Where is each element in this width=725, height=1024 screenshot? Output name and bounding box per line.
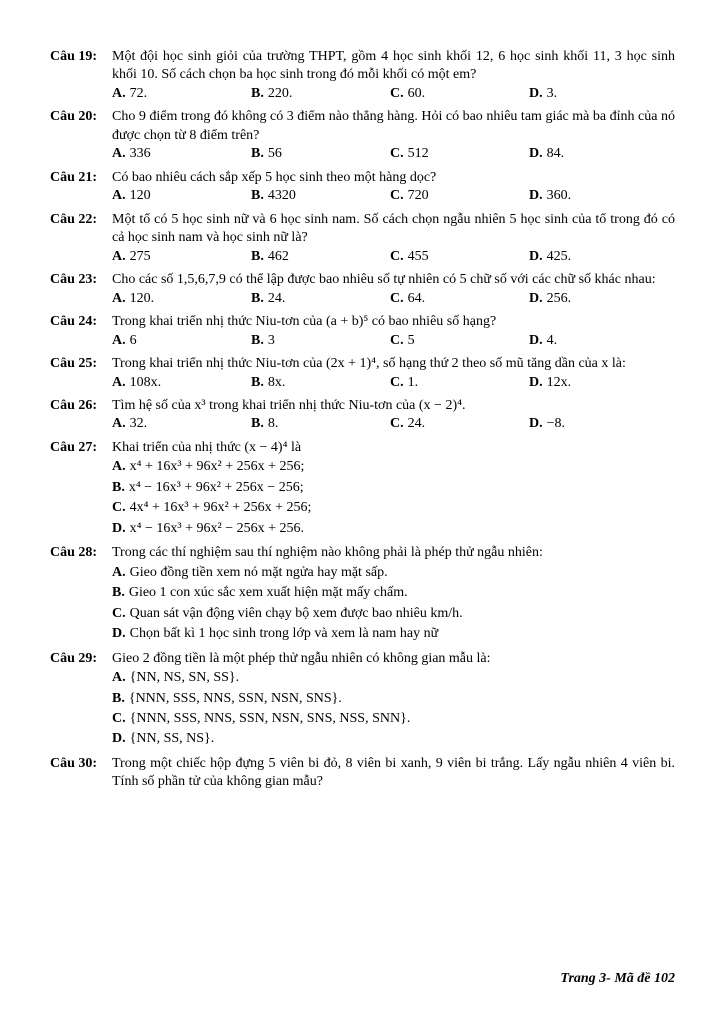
answer-option: [112, 499, 675, 517]
option-text: 6: [129, 332, 137, 348]
option-label: A.: [112, 374, 126, 390]
question-text: Trong khai triển nhị thức Niu-tơn của (2x + 1)⁴, số hạng thứ 2 theo số mũ tăng dần của x là:: [112, 356, 626, 372]
answer-options: [112, 145, 675, 163]
option-text: Chọn bất kì 1 học sinh trong lớp và xem là nam hay nữ: [129, 626, 439, 642]
question-body: [112, 48, 675, 103]
option-text: 720: [407, 188, 429, 204]
option-label: C.: [390, 290, 404, 306]
question-body: [112, 355, 675, 392]
option-label: A.: [112, 188, 126, 204]
option-label: A.: [112, 670, 126, 686]
option-text: {NNN, SSS, NNS, SSN, NSN, SNS}.: [128, 690, 342, 706]
answer-option: [390, 290, 529, 308]
option-label: A.: [112, 146, 126, 162]
option-label: A.: [112, 416, 126, 432]
option-text: 3: [267, 332, 275, 348]
option-label: C.: [390, 248, 404, 264]
question-number: Câu 24:: [50, 314, 98, 330]
answer-options: [112, 248, 675, 266]
option-text: 275: [129, 248, 151, 264]
option-label: D.: [112, 520, 126, 536]
question-block: [50, 169, 675, 206]
option-label: A.: [112, 85, 126, 101]
question-number: Câu 19:: [50, 49, 98, 64]
option-text: 360.: [546, 188, 572, 204]
answer-option: [390, 374, 529, 392]
answer-option: [251, 85, 390, 103]
answer-option: [112, 415, 251, 433]
question-block: [50, 544, 675, 644]
answer-option: [390, 415, 529, 433]
question-block: [50, 211, 675, 266]
option-label: B.: [251, 416, 264, 432]
question-number: Câu 22:: [50, 211, 98, 227]
option-label: C.: [112, 711, 126, 726]
answer-option: [251, 290, 390, 308]
option-text: 462: [267, 248, 289, 264]
option-text: Quan sát vận động viên chạy bộ xem được bao nhiêu km/h.: [129, 605, 463, 621]
answer-option: [251, 145, 390, 163]
option-text: 1.: [407, 374, 419, 390]
answer-option: [112, 669, 675, 687]
answer-option: [390, 85, 529, 103]
option-text: 4.: [546, 332, 558, 348]
answer-option: [251, 248, 390, 266]
option-label: B.: [251, 248, 264, 264]
option-label: B.: [112, 690, 125, 706]
option-label: C.: [112, 500, 126, 516]
question-text: Trong khai triển nhị thức Niu-tơn của (a + b)⁵ có bao nhiêu số hạng?: [112, 314, 497, 330]
question-number: Câu 30:: [50, 755, 98, 771]
option-text: 120.: [129, 290, 155, 306]
answer-option: [529, 332, 668, 350]
question-body: [112, 397, 675, 434]
option-text: 24.: [267, 290, 286, 306]
answer-options: [112, 668, 675, 750]
question-number: Câu 23:: [50, 272, 98, 288]
answer-option: [390, 248, 529, 266]
option-text: 455: [407, 248, 429, 264]
option-label: C.: [390, 146, 404, 162]
answer-option: [251, 187, 390, 205]
option-label: B.: [251, 85, 264, 101]
answer-option: [112, 730, 675, 748]
question-text: Một đội học sinh giỏi của trường THPT, gồm 4 học sinh khối 12, 6 học sinh khối 11, 3 học sinh khối 10. Số cách chọn ba học sinh trong đó mỗi khối có một em?: [112, 49, 675, 83]
question-body: [112, 650, 675, 750]
option-text: Gieo 1 con xúc sắc xem xuất hiện mặt mấy chấm.: [128, 585, 408, 601]
option-label: C.: [112, 605, 126, 621]
question-block: [50, 397, 675, 434]
answer-option: [112, 332, 251, 350]
question-text: Tìm hệ số của x³ trong khai triển nhị thức Niu-tơn của (x − 2)⁴.: [112, 397, 466, 413]
question-body: [112, 544, 675, 644]
option-label: C.: [390, 85, 404, 101]
option-text: 336: [129, 146, 151, 162]
question-body: [112, 313, 675, 350]
answer-option: [112, 187, 251, 205]
question-text: Một tổ có 5 học sinh nữ và 6 học sinh nam. Số cách chọn ngẫu nhiên 5 học sinh của tổ trong đó có cả học sinh nam và học sinh nữ là?: [112, 211, 675, 246]
question-text: Cho 9 điểm trong đó không có 3 điểm nào thẳng hàng. Hỏi có bao nhiêu tam giác mà ba đỉnh của nó được chọn từ 8 điểm trên?: [112, 109, 675, 143]
question-text: Trong các thí nghiệm sau thí nghiệm nào không phải là phép thử ngẫu nhiên:: [112, 545, 543, 561]
answer-option: [390, 145, 529, 163]
question-number: Câu 25:: [50, 356, 98, 372]
answer-options: [112, 85, 675, 103]
answer-option: [112, 584, 675, 602]
question-text: Gieo 2 đồng tiền là một phép thử ngẫu nhiên có không gian mẫu là:: [112, 650, 491, 666]
question-block: [50, 313, 675, 350]
answer-option: [112, 564, 675, 582]
option-text: 5: [407, 332, 415, 348]
answer-option: [112, 625, 675, 643]
question-number: Câu 27:: [50, 439, 98, 455]
option-label: D.: [112, 731, 126, 747]
answer-option: [529, 290, 668, 308]
answer-option: [112, 690, 675, 708]
question-text: Khai triển của nhị thức (x − 4)⁴ là: [112, 439, 302, 455]
question-body: [112, 169, 675, 206]
option-label: B.: [112, 585, 125, 601]
answer-option: [112, 605, 675, 623]
answer-option: [529, 248, 668, 266]
option-label: B.: [112, 479, 125, 495]
question-number: Câu 20:: [50, 109, 98, 125]
answer-option: [251, 332, 390, 350]
question-block: [50, 439, 675, 539]
answer-option: [529, 187, 668, 205]
option-text: 8.: [267, 416, 279, 432]
option-text: 220.: [267, 85, 293, 101]
option-text: 12x.: [546, 374, 572, 390]
answer-option: [390, 332, 529, 350]
option-label: D.: [529, 248, 543, 264]
option-label: D.: [529, 332, 543, 348]
option-label: D.: [112, 626, 126, 642]
question-text: Có bao nhiêu cách sắp xếp 5 học sinh theo một hàng dọc?: [112, 169, 437, 185]
question-number: Câu 29:: [50, 650, 98, 666]
answer-option: [112, 710, 675, 728]
option-text: 3.: [546, 85, 558, 101]
question-block: [50, 755, 675, 792]
option-text: {NNN, SSS, NNS, SSN, NSN, SNS, NSS, SNN}.: [129, 711, 411, 726]
option-label: C.: [390, 416, 404, 432]
option-label: A.: [112, 459, 126, 475]
option-text: 24.: [407, 416, 426, 432]
answer-options: [112, 563, 675, 645]
option-label: D.: [529, 374, 543, 390]
option-label: B.: [251, 374, 264, 390]
question-block: [50, 650, 675, 750]
question-body: [112, 755, 675, 792]
answer-option: [529, 145, 668, 163]
option-label: C.: [390, 374, 404, 390]
question-block: [50, 271, 675, 308]
question-body: [112, 271, 675, 308]
option-text: x⁴ − 16x³ + 96x² + 256x − 256;: [128, 479, 304, 495]
option-label: A.: [112, 290, 126, 306]
answer-options: [112, 290, 675, 308]
option-label: C.: [390, 188, 404, 204]
option-text: {NN, NS, SN, SS}.: [129, 670, 240, 686]
option-text: 72.: [129, 85, 148, 101]
option-label: A.: [112, 248, 126, 264]
question-block: [50, 355, 675, 392]
answer-options: [112, 457, 675, 539]
option-text: x⁴ − 16x³ + 96x² − 256x + 256.: [129, 520, 304, 536]
option-label: A.: [112, 332, 126, 348]
question-text: Trong một chiếc hộp đựng 5 viên bi đỏ, 8 viên bi xanh, 9 viên bi trắng. Lấy ngẫu nhiên 4 viên bi. Tính số phần tử của không gian mẫu?: [112, 755, 675, 790]
answer-option: [112, 520, 675, 538]
question-block: [50, 48, 675, 103]
option-text: 256.: [546, 290, 572, 306]
option-text: 512: [407, 146, 429, 162]
answer-option: [529, 415, 668, 433]
option-label: D.: [529, 85, 543, 101]
page-footer: Trang 3- Mã đề 102: [560, 971, 675, 986]
question-number: Câu 21:: [50, 169, 98, 185]
answer-option: [112, 290, 251, 308]
answer-option: [112, 458, 675, 476]
question-body: [112, 211, 675, 266]
option-label: B.: [251, 188, 264, 204]
answer-option: [529, 85, 668, 103]
answer-option: [112, 374, 251, 392]
option-label: B.: [251, 146, 264, 162]
question-block: [50, 108, 675, 163]
option-text: 4x⁴ + 16x³ + 96x² + 256x + 256;: [129, 500, 312, 516]
option-label: D.: [529, 188, 543, 204]
exam-page: [50, 48, 675, 797]
question-text: Cho các số 1,5,6,7,9 có thể lập được bao nhiêu số tự nhiên có 5 chữ số với các chữ số khác nhau:: [112, 272, 656, 288]
option-text: {NN, SS, NS}.: [129, 731, 215, 747]
option-text: 4320: [267, 188, 296, 204]
answer-options: [112, 332, 675, 350]
question-body: [112, 108, 675, 163]
option-text: 32.: [129, 416, 148, 432]
option-label: D.: [529, 416, 543, 432]
answer-option: [529, 374, 668, 392]
option-text: 56: [267, 146, 282, 162]
answer-option: [251, 374, 390, 392]
question-number: Câu 28:: [50, 545, 98, 561]
answer-option: [112, 145, 251, 163]
option-label: A.: [112, 564, 126, 580]
option-text: x⁴ + 16x³ + 96x² + 256x + 256;: [129, 459, 305, 475]
answer-option: [112, 479, 675, 497]
option-text: 60.: [407, 85, 426, 101]
option-text: 84.: [546, 146, 565, 162]
option-text: −8.: [546, 416, 566, 432]
option-label: B.: [251, 332, 264, 348]
answer-option: [251, 415, 390, 433]
question-number: Câu 26:: [50, 397, 98, 413]
answer-options: [112, 187, 675, 205]
answer-option: [112, 248, 251, 266]
option-label: D.: [529, 146, 543, 162]
answer-option: [112, 85, 251, 103]
option-text: 425.: [546, 248, 572, 264]
answer-options: [112, 415, 675, 433]
option-label: B.: [251, 290, 264, 306]
option-label: C.: [390, 332, 404, 348]
option-text: 64.: [407, 290, 426, 306]
option-text: 120: [129, 188, 151, 204]
option-text: 8x.: [267, 374, 286, 390]
answer-option: [390, 187, 529, 205]
option-label: D.: [529, 290, 543, 306]
answer-options: [112, 374, 675, 392]
question-body: [112, 439, 675, 539]
option-text: Gieo đồng tiền xem nó mặt ngửa hay mặt sấp.: [129, 564, 388, 580]
option-text: 108x.: [129, 374, 162, 390]
